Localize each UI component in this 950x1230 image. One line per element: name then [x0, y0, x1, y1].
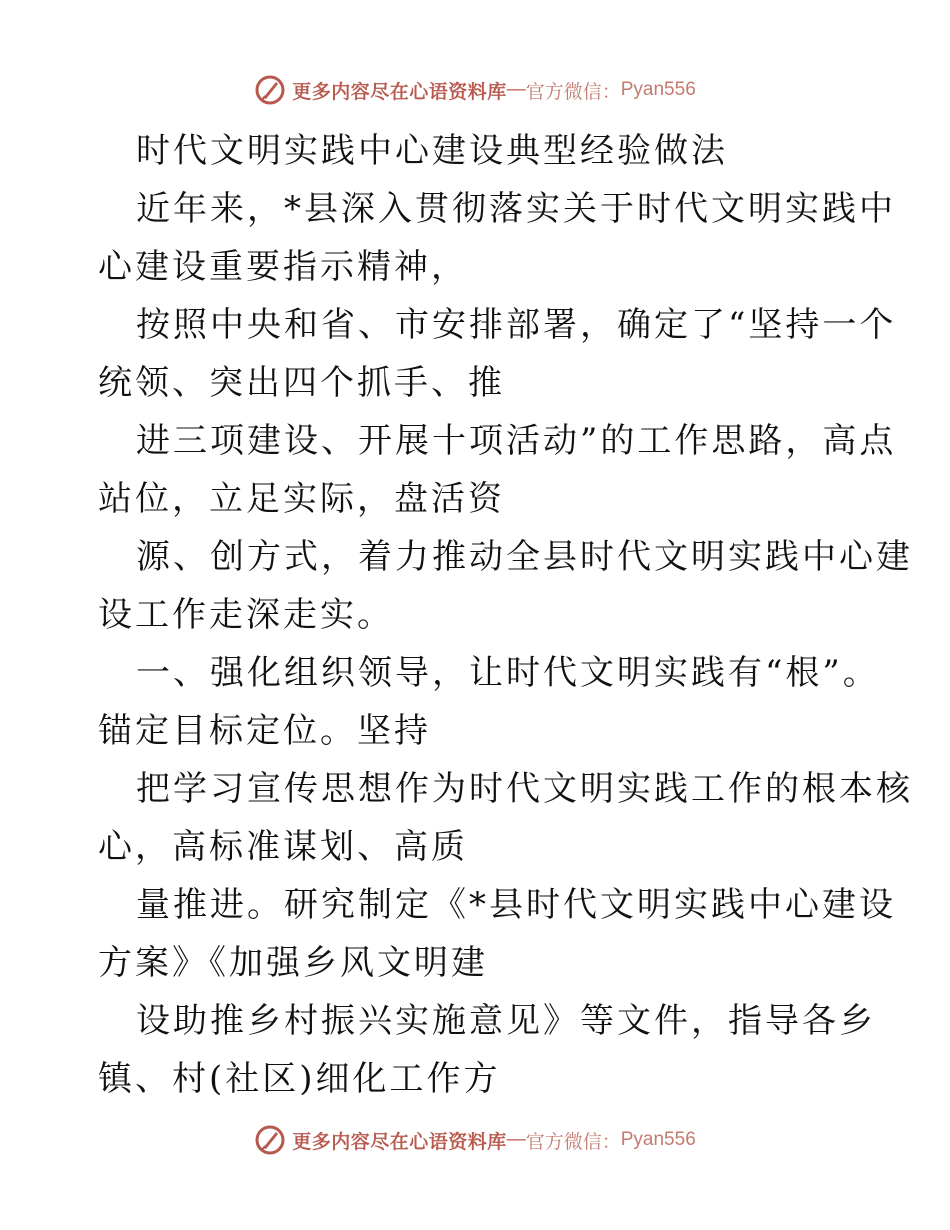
banner-main-text: 更多内容尽在心语资料库	[292, 1131, 507, 1153]
footer-watermark-banner	[0, 1120, 950, 1160]
banner-wechat-id: Pyan556	[620, 1129, 696, 1150]
paragraph-line: 镇、村(社区)细化工作方	[98, 1059, 501, 1099]
banner-main-text: 更多内容尽在心语资料库	[292, 81, 507, 103]
feather-seal-icon	[254, 1124, 286, 1156]
paragraph-line: 心，高标准谋划、高质	[98, 827, 468, 867]
paragraph-line: 方案》《加强乡风文明建	[98, 943, 488, 983]
paragraph-line: 把学习宣传思想作为时代文明实践工作的根本核	[136, 769, 913, 809]
paragraph-line: 源、创方式，着力推动全县时代文明实践中心建	[136, 537, 913, 577]
banner-prefix: 官方微信：	[525, 81, 621, 103]
document-title: 时代文明实践中心建设典型经验做法	[136, 131, 728, 171]
banner-separator: —	[506, 79, 526, 100]
paragraph-line: 按照中央和省、市安排部署，确定了“坚持一个	[136, 305, 897, 345]
banner-wechat-id: Pyan556	[620, 79, 696, 100]
paragraph-line: 锚定目标定位。坚持	[98, 711, 431, 751]
paragraph-line: 设工作走深走实。	[98, 595, 394, 635]
banner-separator: —	[506, 1129, 526, 1150]
paragraph-line: 统领、突出四个抓手、推	[98, 363, 505, 403]
paragraph-line: 心建设重要指示精神，	[98, 247, 468, 287]
feather-seal-icon	[254, 74, 286, 106]
paragraph-line: 进三项建设、开展十项活动”的工作思路，高点	[136, 421, 897, 461]
paragraph-line: 量推进。研究制定《*县时代文明实践中心建设	[136, 885, 896, 925]
document-body	[98, 122, 913, 1108]
paragraph-line: 近年来，*县深入贯彻落实关于时代文明实践中	[136, 189, 896, 229]
banner-prefix: 官方微信：	[525, 1131, 621, 1153]
section-heading-line: 一、强化组织领导，让时代文明实践有“根”。	[136, 653, 880, 693]
paragraph-line: 站位，立足实际，盘活资	[98, 479, 505, 519]
paragraph-line: 设助推乡村振兴实施意见》等文件，指导各乡	[136, 1001, 876, 1041]
header-watermark-banner	[0, 70, 950, 110]
